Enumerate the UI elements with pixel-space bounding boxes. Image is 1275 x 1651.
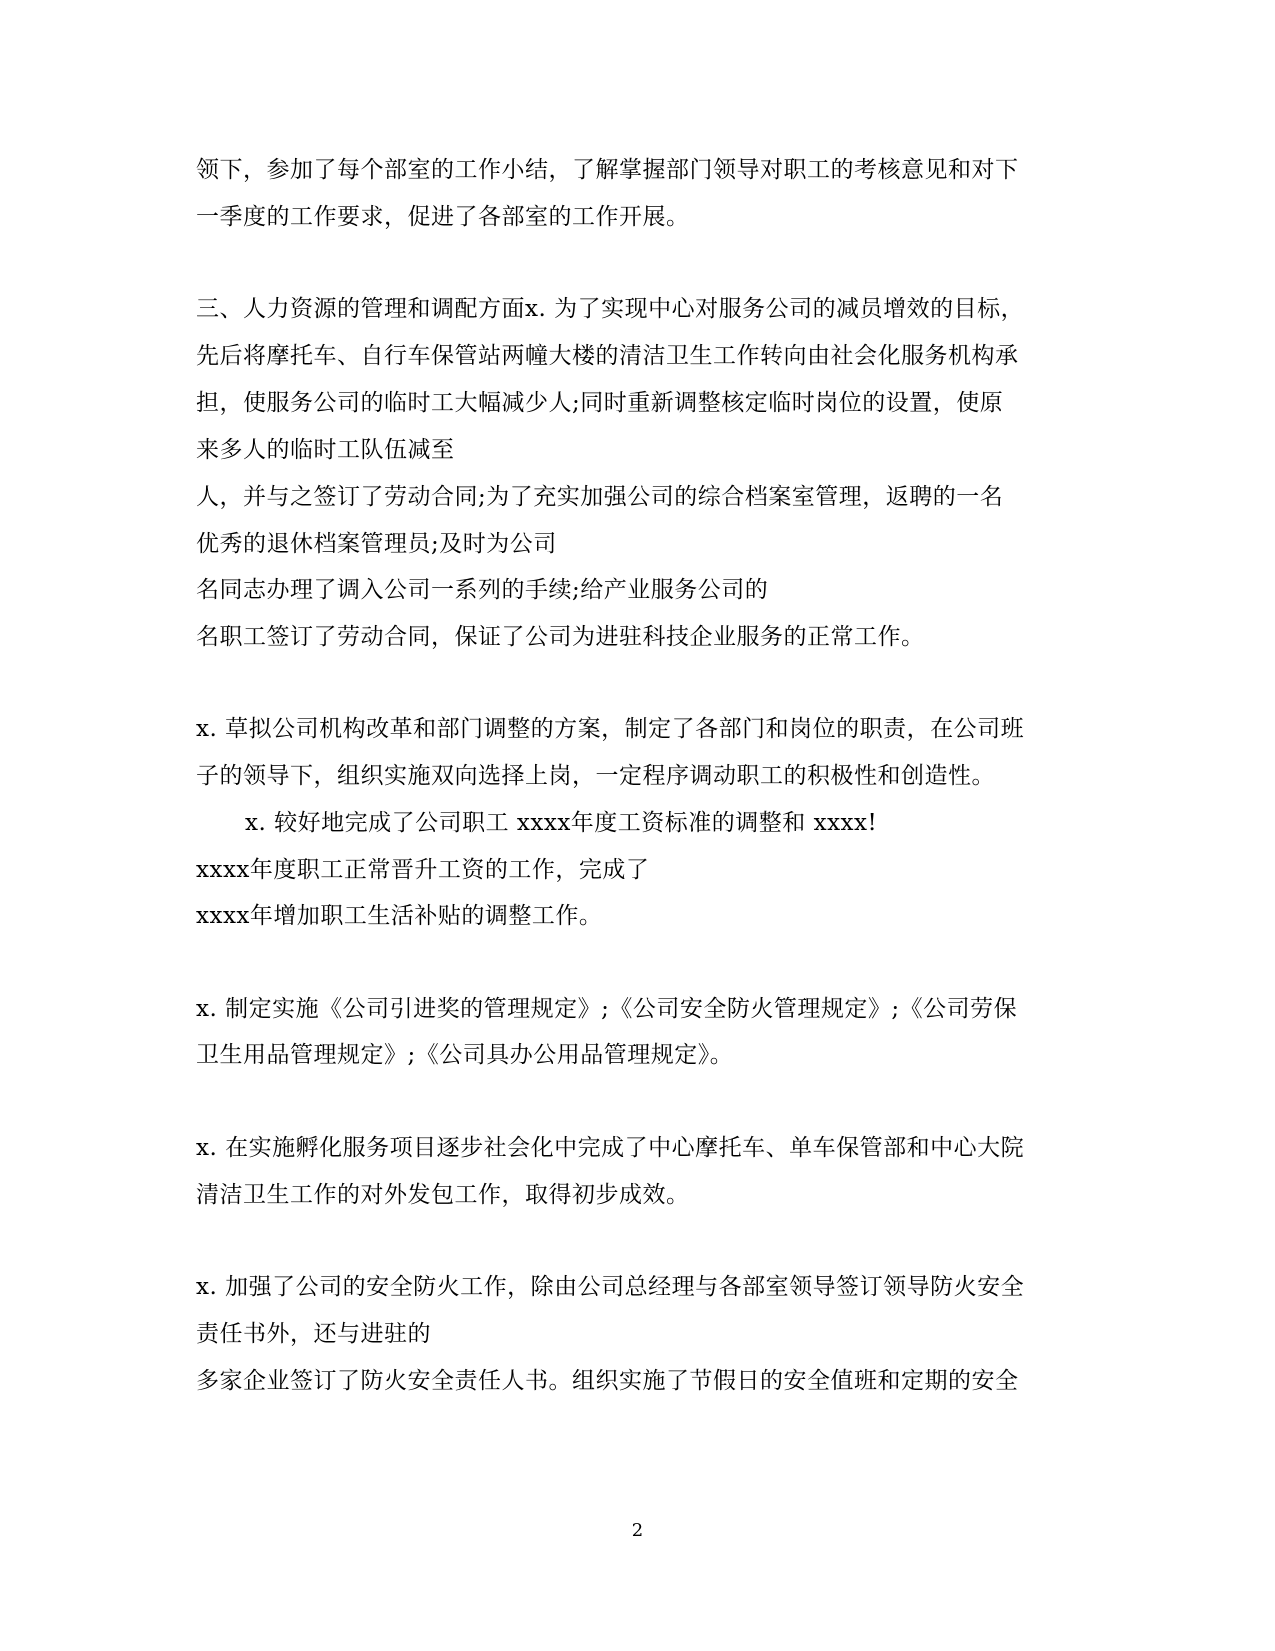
text-line: 卫生用品管理规定》;《公司具办公用品管理规定》。 bbox=[196, 1042, 734, 1068]
text-line: 三、人力资源的管理和调配方面x. 为了实现中心对服务公司的减员增效的目标， bbox=[196, 296, 1025, 322]
text-line: 来多人的临时工队伍减至 bbox=[196, 437, 455, 463]
text-line: 先后将摩托车、自行车保管站两幢大楼的清洁卫生工作转向由社会化服务机构承 bbox=[196, 343, 1019, 369]
text-line: x. 加强了公司的安全防火工作，除由公司总经理与各部室领导签订领导防火安全 bbox=[196, 1274, 1025, 1300]
page-number: 2 bbox=[631, 1520, 644, 1541]
text-line: xxxx年度职工正常晋升工资的工作，完成了 bbox=[196, 857, 650, 883]
text-line: x. 在实施孵化服务项目逐步社会化中完成了中心摩托车、单车保管部和中心大院 bbox=[196, 1135, 1025, 1161]
text-line: 多家企业签订了防火安全责任人书。组织实施了节假日的安全值班和定期的安全 bbox=[196, 1368, 1019, 1394]
text-line: 人，并与之签订了劳动合同;为了充实加强公司的综合档案室管理，返聘的一名 bbox=[196, 484, 1004, 510]
text-line: 优秀的退休档案管理员;及时为公司 bbox=[196, 531, 557, 557]
text-line-indented: x. 较好地完成了公司职工 xxxx年度工资标准的调整和 xxxx! bbox=[245, 810, 878, 836]
text-line: 子的领导下，组织实施双向选择上岗，一定程序调动职工的积极性和创造性。 bbox=[196, 763, 995, 789]
text-line: 领下，参加了每个部室的工作小结，了解掌握部门领导对职工的考核意见和对下 bbox=[196, 157, 1019, 183]
text-line: 一季度的工作要求，促进了各部室的工作开展。 bbox=[196, 204, 690, 230]
text-line: xxxx年增加职工生活补贴的调整工作。 bbox=[196, 903, 603, 929]
text-line: 责任书外，还与进驻的 bbox=[196, 1321, 431, 1347]
text-line: x. 制定实施《公司引进奖的管理规定》;《公司安全防火管理规定》;《公司劳保 bbox=[196, 996, 1018, 1022]
text-line: 担，使服务公司的临时工大幅减少人;同时重新调整核定临时岗位的设置，使原 bbox=[196, 390, 1004, 416]
text-line: 名职工签订了劳动合同，保证了公司为进驻科技企业服务的正常工作。 bbox=[196, 624, 925, 650]
text-line: x. 草拟公司机构改革和部门调整的方案，制定了各部门和岗位的职责，在公司班 bbox=[196, 716, 1025, 742]
text-line: 清洁卫生工作的对外发包工作，取得初步成效。 bbox=[196, 1182, 690, 1208]
text-line: 名同志办理了调入公司一系列的手续;给产业服务公司的 bbox=[196, 577, 769, 603]
